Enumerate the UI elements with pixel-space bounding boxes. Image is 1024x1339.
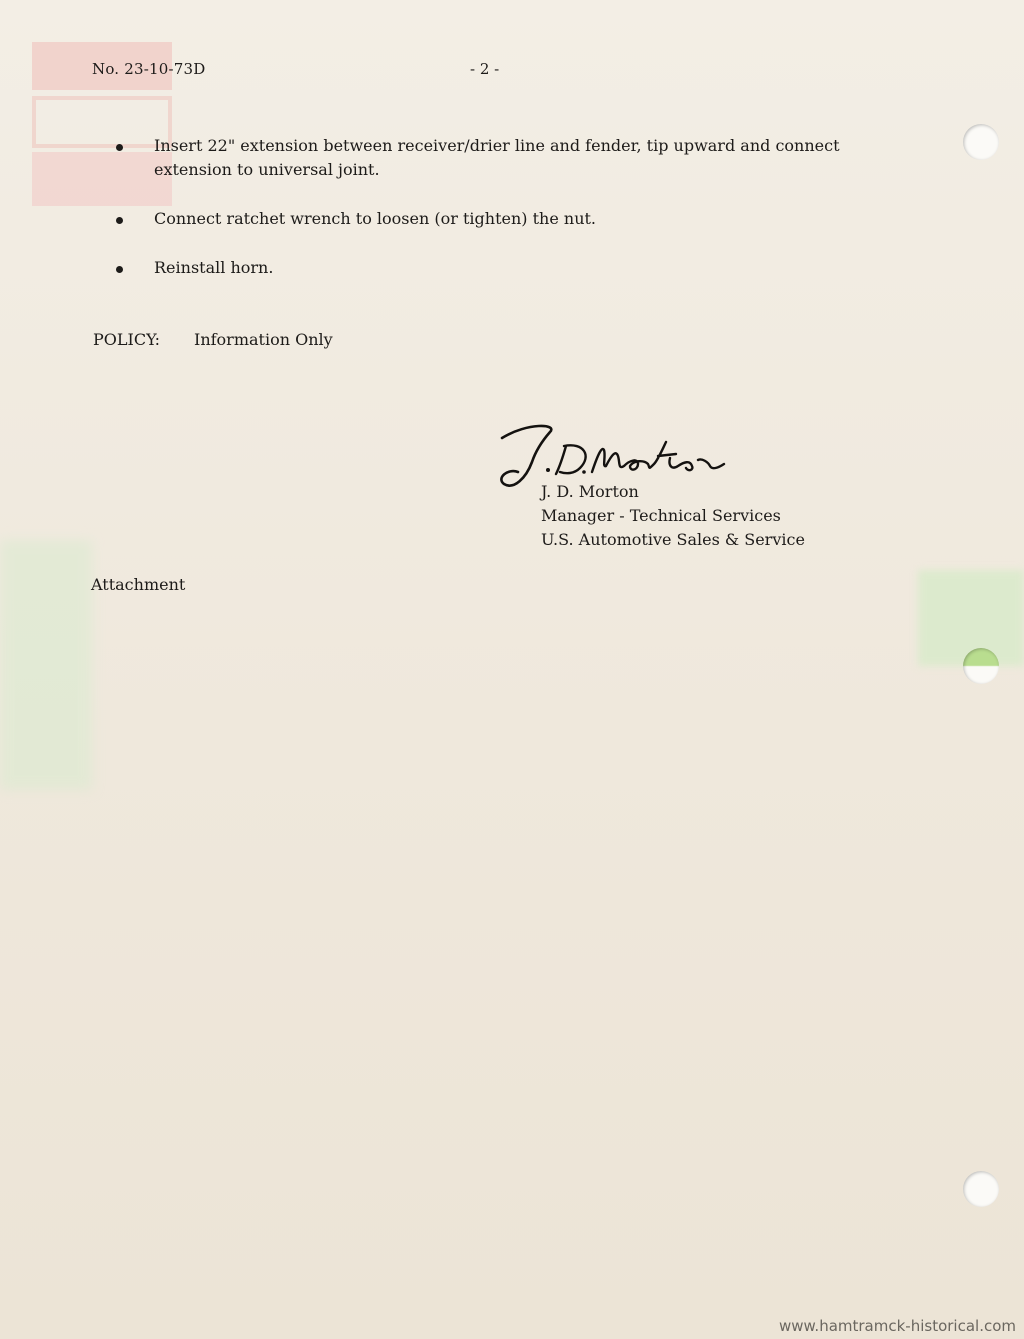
step-text: Connect ratchet wrench to loosen (or tighten) the nut. <box>154 209 597 228</box>
signer-department: U.S. Automotive Sales & Service <box>541 530 805 549</box>
list-item <box>114 207 894 231</box>
policy-label: POLICY: <box>93 330 161 349</box>
policy-value: Information Only <box>194 330 333 349</box>
bulletin-number: No. 23-10-73D <box>92 60 206 78</box>
signature-block <box>541 480 805 552</box>
procedure-steps <box>114 134 894 280</box>
binder-hole <box>963 648 999 684</box>
binder-hole <box>963 1171 999 1207</box>
bullet-icon <box>116 144 123 151</box>
policy-line <box>93 330 333 349</box>
page-number: - 2 - <box>470 60 500 78</box>
list-item <box>114 134 894 182</box>
attachment-label: Attachment <box>91 575 186 594</box>
green-tint-patch <box>0 540 92 790</box>
site-watermark: www.hamtramck-historical.com <box>779 1317 1016 1335</box>
list-item <box>114 256 894 280</box>
bullet-icon <box>116 217 123 224</box>
signer-name: J. D. Morton <box>541 482 639 501</box>
bullet-icon <box>116 266 123 273</box>
binder-hole <box>963 124 999 160</box>
step-text: Reinstall horn. <box>154 258 274 277</box>
step-text: Insert 22" extension between receiver/drier line and fender, tip upward and connect extension to universal joint. <box>154 136 840 179</box>
signer-title: Manager - Technical Services <box>541 506 781 525</box>
